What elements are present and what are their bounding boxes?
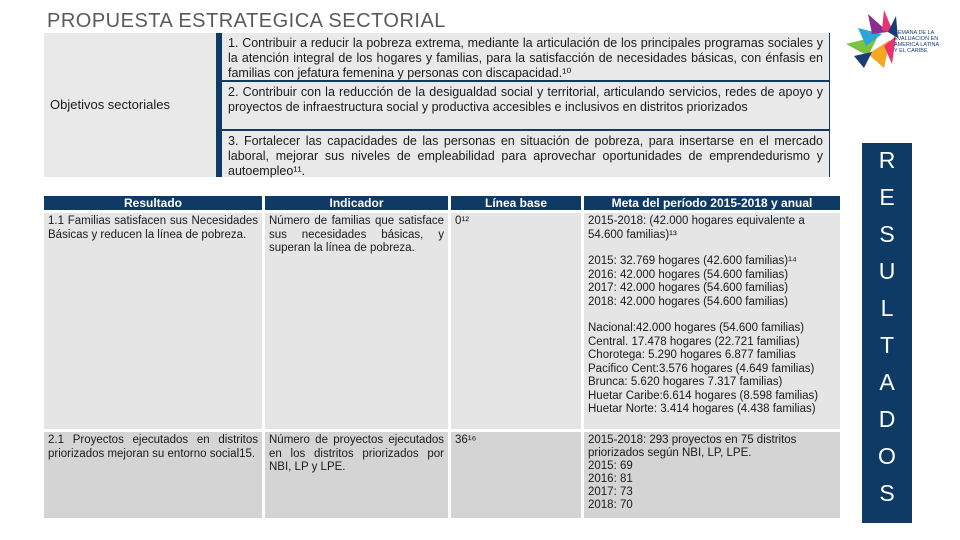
row1-resultado: 1.1 Familias satisfacen sus Necesidades Básicas y reducen la línea de pobreza. [44,213,262,429]
header-linea-base: Línea base [451,196,581,210]
objective-2: 2. Contribuir con la reducción de la desigualdad social y territorial, articulando servicios, redes de apoyo y proyectos de infraestructura social y productiva accesibles e inclusivos en distritos priorizados [222,82,829,129]
row1-indicador: Número de familias que satisface sus necesidades básicas, y superan la línea de pobreza. [265,213,448,429]
row1-linea-base: 0¹² [451,213,581,429]
banner-letter: E [879,184,895,210]
objective-1: 1. Contribuir a reducir la pobreza extrema, mediante la articulación de los principales programas sociales y la atención integral de los hogares y familias, para la satisfacción de necesidades básicas, con énfasis en familias con jefatura femenina y personas con discapacidad.¹⁰ [222,33,829,80]
logo-text: SEMANA DE LA EVALUACION EN AMERICA LATINA Y EL CARIBE [894,30,940,54]
row1-meta: 2015-2018: (42.000 hogares equivalente a 54.600 familias)¹³ 2015: 32.769 hogares (42.600 familias)¹⁴ 2016: 42.000 hogares (54.600 familias) 2017: 42.000 hogares (54.600 familias) 2018: 42.000 hogares (54.600 familias) Nacional:42.000 hogares (54.600 familias) Central. 17.478 hogares (22.721 familias) Chorotega: 5.290 hogares 6.877 familias Pacifico Cent:3.576 hogares (4.649 familias) Brunca: 5.620 hogares 7.317 familias) Huetar Caribe:6.614 hogares (8.598 familias) Huetar Norte: 3.414 hogares (4.438 familias) [584,213,840,429]
banner-letter: L [880,295,894,321]
results-table [44,196,840,520]
resultados-vertical-banner [862,143,912,523]
row2-indicador: Número de proyectos ejecutados en los distritos priorizados por NBI, LP y LPE. [265,432,448,518]
banner-letter: R [878,147,896,173]
header-indicador: Indicador [265,196,448,210]
objectives-label: Objetivos sectoriales [50,97,170,112]
objectives-table [44,33,830,177]
page-title: PROPUESTA ESTRATEGICA SECTORIAL [47,10,446,32]
banner-letter: O [878,443,896,469]
banner-letter: S [879,221,895,247]
banner-letter: U [878,258,896,284]
objectives-label-cell [44,33,216,177]
banner-letter: D [878,406,896,432]
banner-letter: T [879,332,895,358]
row2-meta: 2015-2018: 293 proyectos en 75 distritos priorizados según NBI, LP, LPE. 2015: 69 2016: 81 2017: 73 2018: 70 [584,432,840,518]
header-meta: Meta del período 2015-2018 y anual [584,196,840,210]
row2-linea-base: 36¹⁶ [451,432,581,518]
banner-letter: A [879,369,895,395]
objective-3: 3. Fortalecer las capacidades de las personas en situación de pobreza, para insertarse en el mercado laboral, mejorar sus niveles de empleabilidad para aprovechar oportunidades de emprendedurismo y autoempleo¹¹. [222,131,829,177]
header-resultado: Resultado [44,196,262,210]
row2-resultado: 2.1 Proyectos ejecutados en distritos priorizados mejoran su entorno social15. [44,432,262,518]
banner-letter: S [879,480,895,506]
